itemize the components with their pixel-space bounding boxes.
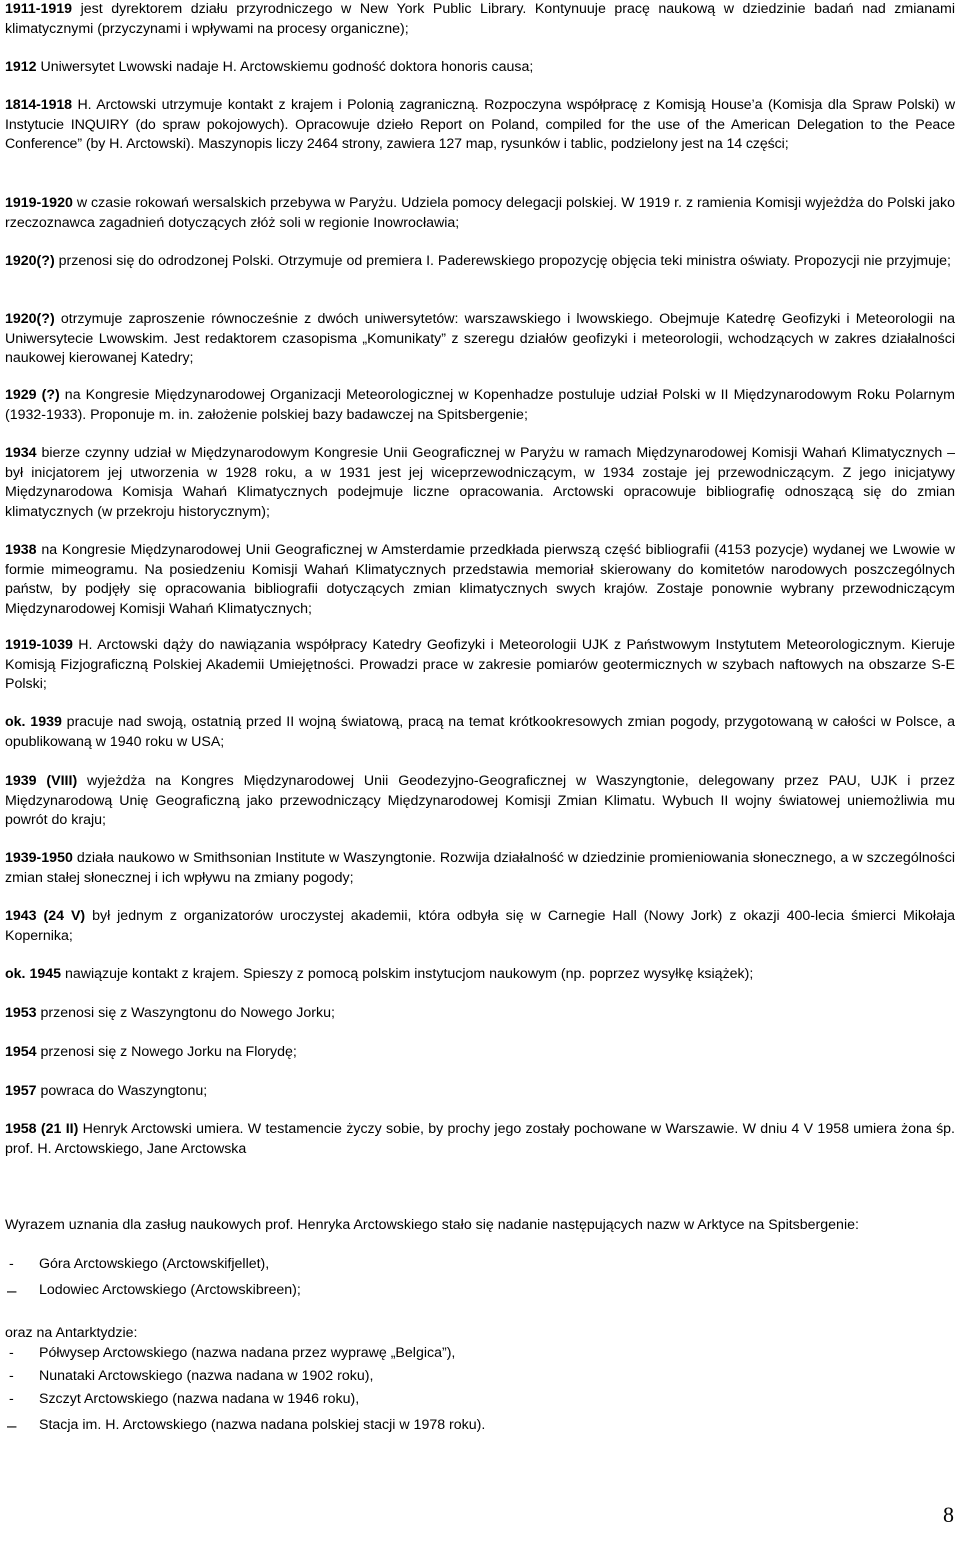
entry-1957 [5, 1082, 955, 1102]
entry-1938 [5, 541, 955, 619]
entry-text: przenosi się z Waszyngtonu do Nowego Jorku; [36, 1005, 335, 1021]
entry-1814-1918 [5, 96, 955, 155]
entry-year: 1954 [5, 1044, 37, 1060]
antarctic-intro: oraz na Antarktydzie: [5, 1325, 138, 1341]
entry-text: bierze czynny udział w Międzynarodowym Kongresie Unii Geograficznej w Paryżu w ramach Międzynarodowej Komisji Wahań Klimatycznych – był inicjatorem jej utworzenia w 1928 roku, a w 1931 jest jej wiceprzewodniczącym, w 1934 zostaje jej przewodniczącym. Z jego inicjatywy Międzynarodowa Komisja Wahań Klimatycznych podejmuje liczne opracowania. Arctowski opracowuje bibliografię odnoszącą się do zmian klimatycznych (w przekroju historycznym); [5, 445, 955, 520]
entry-1939-1950 [5, 849, 955, 888]
list-item: - Góra Arctowskiego (Arctowskifjellet), [5, 1253, 945, 1276]
entry-text: Henryk Arctowski umiera. W testamencie życzy sobie, by prochy jego zostały pochowane w Warszawie. W dniu 4 V 1958 umiera żona śp. prof. H. Arctowskiego, Jane Arctowska [5, 1121, 955, 1157]
entry-text: w czasie rokowań wersalskich przebywa w Paryżu. Udziela pomocy delegacji polskiej. W 1919 r. z ramienia Komisji wyjeżdża do Polski jako rzeczoznawca zagadnień dotyczących złóż soli w regionie Inowrocławia; [5, 195, 955, 231]
entry-year: 1943 (24 V) [5, 908, 86, 924]
entry-text: otrzymuje zaproszenie równocześnie z dwóch uniwersytetów: warszawskiego i lwowskiego. Obejmuje Katedrę Geofizyki i Meteorologii na Uniwersytecie Lwowskim. Jest redaktorem czasopisma „Komunikaty” z szeregu działów geofizyki i meteorologii, wchodzących w zakres działalności naukowej kierowanej Katedry; [5, 311, 955, 366]
entry-year: 1939-1950 [5, 850, 73, 866]
entry-1920-a [5, 252, 955, 272]
entry-year: 1814-1918 [5, 97, 72, 113]
antarctic-names-list [5, 1342, 945, 1437]
entry-year: 1957 [5, 1083, 37, 1099]
entry-year: 1939 (VIII) [5, 773, 78, 789]
entry-text: H. Arctowski dąży do nawiązania współpracy Katedry Geofizyki i Meteorologii UJK z Państwowym Instytutem Meteorologicznym. Kieruje Komisją Fizjograficzną Polskiej Akademii Umiejętności. Prowadzi prace w zakresie pomiarów geotermicznych w szybach naftowych na obszarze S-E Polski; [5, 637, 955, 692]
entry-text: wyjeżdża na Kongres Międzynarodowej Unii Geodezyjno-Geograficznej w Waszyngtonie, delegowany przez PAU, UJK i przez Międzynarodową Unię Geograficzną jako przewodniczący Międzynarodowej Komisji Zmian Klimatu. Wybuch II wojny światowej uniemożliwia mu powrót do kraju; [5, 773, 955, 828]
entry-1958 [5, 1120, 955, 1159]
entry-text: pracuje nad swoją, ostatnią przed II wojną światową, pracą na temat krótkookresowych zmian pogody, przygotowaną w całości w Polsce, a opublikowaną w 1940 roku w USA; [5, 714, 955, 750]
entry-text: H. Arctowski utrzymuje kontakt z krajem i Polonią zagraniczną. Rozpoczyna współpracę z Komisją House’a (Komisja dla Spraw Polski) w Instytucie INQUIRY (do spraw pokojowych). Opracowuje dzieło Report on Poland, compiled for the use of the American Delegation to the Peace Conference” (by H. Arctowski). Maszynopis liczy 2464 strony, zawiera 127 map, rysunków i tablic, podzielony jest na 14 części; [5, 97, 955, 152]
entry-text: jest dyrektorem działu przyrodniczego w New York Public Library. Kontynuuje pracę naukową w dziedzinie badań nad zmianami klimatycznymi (przyczynami i wpływami na procesy organiczne); [5, 1, 955, 37]
entry-1920-b [5, 310, 955, 369]
entry-year: ok. 1945 [5, 966, 62, 982]
entry-1911-1919 [5, 0, 955, 39]
list-item: - Szczyt Arctowskiego (nazwa nadana w 1946 roku), [5, 1388, 945, 1411]
tribute-intro: Wyrazem uznania dla zasług naukowych prof. Henryka Arctowskiego stało się nadanie następujących nazw w Arktyce na Spitsbergenie: [5, 1217, 859, 1233]
entry-year: 1919-1920 [5, 195, 73, 211]
entry-text: na Kongresie Międzynarodowej Unii Geograficznej w Amsterdamie przedkłada pierwszą część bibliografii (4153 pozycje) wydanej we Lwowie w formie mimeogramu. Na posiedzeniu Komisji Wahań Klimatycznych przedstawia memoriał skierowany do komitetów narodowych poszczególnych państw, by podjęły się opracowania bibliografii dotyczących zmian klimatycznych swych krajów. Zostaje ponownie wybrany przewodniczącym Międzynarodowej Komisji Wahań Klimatycznych; [5, 542, 955, 617]
arctic-names-list [5, 1253, 945, 1302]
entry-year: ok. 1939 [5, 714, 62, 730]
entry-text: przenosi się z Nowego Jorku na Florydę; [36, 1044, 297, 1060]
entry-year: 1958 (21 II) [5, 1121, 79, 1137]
entry-text: przenosi się do odrodzonej Polski. Otrzymuje od premiera I. Paderewskiego propozycję objęcia teki ministra oświaty. Propozycji nie przyjmuje; [54, 253, 951, 269]
entry-text: na Kongresie Międzynarodowej Organizacji Meteorologicznej w Kopenhadze postuluje udział Polski w II Międzynarodowym Roku Polarnym (1932-1933). Proponuje m. in. założenie polskiej bazy badawczej na Spitsbergenie; [5, 387, 955, 423]
entry-year: 1929 (?) [5, 387, 60, 403]
entry-1912 [5, 58, 955, 78]
entry-year: 1938 [5, 542, 37, 558]
entry-text: nawiązuje kontakt z krajem. Spieszy z pomocą polskim instytucjom naukowym (np. poprzez wysyłkę książek); [61, 966, 754, 982]
entry-1943 [5, 907, 955, 946]
list-item: – Lodowiec Arctowskiego (Arctowskibreen); [5, 1279, 945, 1302]
entry-1954 [5, 1043, 955, 1063]
page-number: 8 [943, 1502, 954, 1527]
entry-text: działa naukowo w Smithsonian Institute w Waszyngtonie. Rozwija działalność w dziedzinie promieniowania słonecznego, a w szczególności zmian stałej słonecznej i ich wpływu na zmiany pogody; [5, 850, 955, 886]
list-item: - Półwysep Arctowskiego (nazwa nadana przez wyprawę „Belgica”), [5, 1342, 945, 1365]
entry-1919-1920 [5, 194, 955, 233]
list-item: – Stacja im. H. Arctowskiego (nazwa nadana polskiej stacji w 1978 roku). [5, 1414, 945, 1437]
entry-year: 1953 [5, 1005, 37, 1021]
entry-year: 1912 [5, 59, 37, 75]
entry-1953 [5, 1004, 955, 1024]
entry-text: powraca do Waszyngtonu; [36, 1083, 208, 1099]
entry-year: 1919-1039 [5, 637, 73, 653]
entry-1939-viii [5, 772, 955, 831]
entry-year: 1911-1919 [5, 1, 73, 17]
entry-year: 1934 [5, 445, 37, 461]
entry-1919-1039 [5, 636, 955, 695]
entry-1929 [5, 386, 955, 425]
list-item: - Nunataki Arctowskiego (nazwa nadana w 1902 roku), [5, 1365, 945, 1388]
entry-year: 1920(?) [5, 311, 55, 327]
entry-1934 [5, 444, 955, 522]
entry-ok-1939 [5, 713, 955, 752]
entry-ok-1945 [5, 965, 955, 985]
entry-text: był jednym z organizatorów uroczystej akademii, która odbyła się w Carnegie Hall (Nowy Jork) z okazji 400-lecia śmierci Mikołaja Kopernika; [5, 908, 956, 944]
entry-year: 1920(?) [5, 253, 55, 269]
entry-text: Uniwersytet Lwowski nadaje H. Arctowskiemu godność doktora honoris causa; [36, 59, 534, 75]
